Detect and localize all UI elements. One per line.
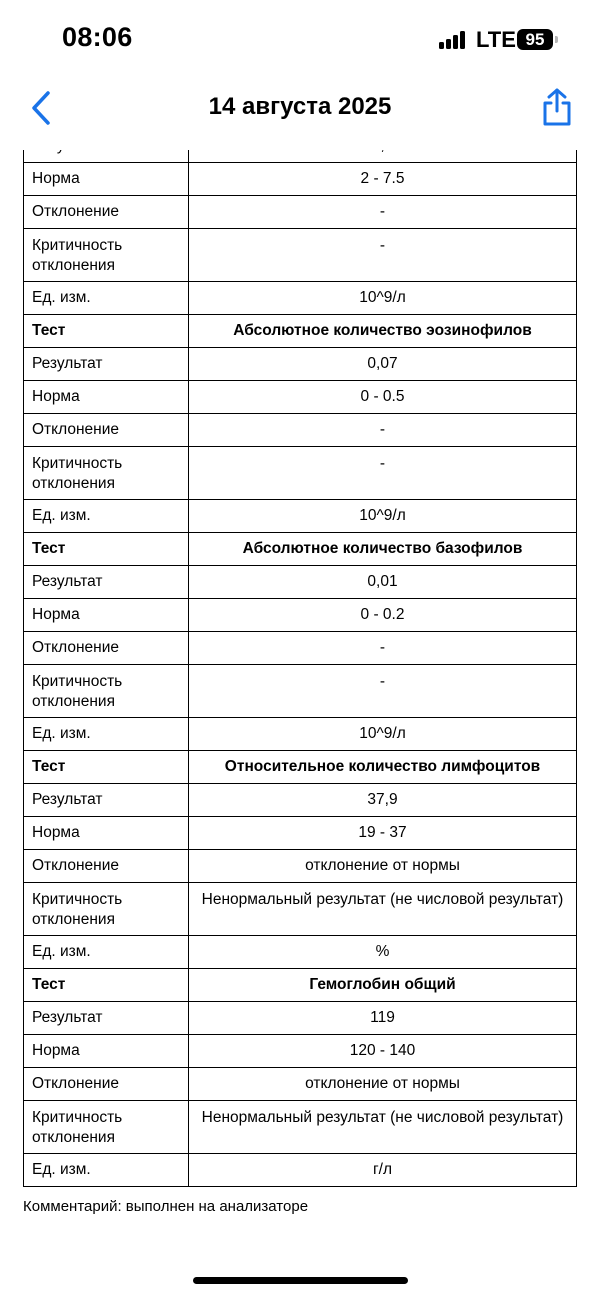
table-row — [24, 566, 577, 599]
row-label: Норма — [24, 1035, 189, 1068]
row-value: 119 — [189, 1002, 577, 1035]
row-label: Норма — [24, 817, 189, 850]
table-row — [24, 1002, 577, 1035]
row-label: Норма — [24, 381, 189, 414]
row-label: Результат — [24, 1002, 189, 1035]
status-bar — [0, 0, 600, 80]
table-row — [24, 784, 577, 817]
row-label: Результат — [24, 784, 189, 817]
table-row — [24, 348, 577, 381]
row-label: Критичность отклонения — [24, 883, 189, 936]
row-label: Критичность отклонения — [24, 447, 189, 500]
row-value: 37,9 — [189, 784, 577, 817]
row-value: Абсолютное количество эозинофилов — [189, 315, 577, 348]
row-value: 0 - 0.2 — [189, 599, 577, 632]
test-header-row — [24, 969, 577, 1002]
row-value: - — [189, 414, 577, 447]
table-row — [24, 447, 577, 500]
table-row — [24, 1154, 577, 1187]
row-value: % — [189, 936, 577, 969]
battery-icon: 95 — [517, 29, 553, 50]
table-row — [24, 1068, 577, 1101]
table-row — [24, 1101, 577, 1154]
table-row — [24, 381, 577, 414]
cellular-signal-icon — [439, 31, 469, 49]
row-value: Гемоглобин общий — [189, 969, 577, 1002]
test-header-row — [24, 751, 577, 784]
row-label: Критичность отклонения — [24, 229, 189, 282]
row-label: Норма — [24, 163, 189, 196]
row-value: 10^9/л — [189, 500, 577, 533]
row-label: Ед. изм. — [24, 936, 189, 969]
test-header-row — [24, 315, 577, 348]
row-value: - — [189, 196, 577, 229]
navigation-bar — [0, 80, 600, 150]
table-row — [24, 718, 577, 751]
row-label: Ед. изм. — [24, 500, 189, 533]
table-row — [24, 1035, 577, 1068]
row-label: Критичность отклонения — [24, 665, 189, 718]
table-row — [24, 850, 577, 883]
row-label: Отклонение — [24, 1068, 189, 1101]
row-value: - — [189, 665, 577, 718]
row-value: г/л — [189, 1154, 577, 1187]
row-value: 0 - 0.5 — [189, 381, 577, 414]
table-row — [24, 936, 577, 969]
table-row — [24, 500, 577, 533]
row-value: 0,01 — [189, 566, 577, 599]
clock: 08:06 — [62, 22, 133, 52]
row-value: - — [189, 447, 577, 500]
share-icon — [545, 90, 569, 124]
row-label: Тест — [24, 751, 189, 784]
row-label: Отклонение — [24, 632, 189, 665]
share-button[interactable] — [540, 87, 574, 127]
row-label: Ед. изм. — [24, 718, 189, 751]
row-value: 0,07 — [189, 348, 577, 381]
table-row — [24, 229, 577, 282]
battery-tip — [555, 36, 558, 43]
table-row — [24, 665, 577, 718]
row-value: - — [189, 632, 577, 665]
row-label: Тест — [24, 969, 189, 1002]
row-value: 10^9/л — [189, 718, 577, 751]
row-label: Результат — [24, 348, 189, 381]
row-label: Тест — [24, 533, 189, 566]
row-label: Отклонение — [24, 414, 189, 447]
row-label: Норма — [24, 599, 189, 632]
comment-text: Комментарий: выполнен на анализаторе — [23, 1198, 309, 1215]
table-row — [24, 883, 577, 936]
row-value: - — [189, 229, 577, 282]
table-row — [24, 414, 577, 447]
network-type: LTE — [476, 27, 516, 52]
row-value: Ненормальный результат (не числовой результат) — [189, 883, 577, 936]
page-title: 14 августа 2025 — [208, 93, 392, 120]
row-label: Результат — [24, 566, 189, 599]
row-value: 120 - 140 — [189, 1035, 577, 1068]
test-header-row — [24, 533, 577, 566]
results-table — [23, 129, 577, 1187]
table-row — [24, 196, 577, 229]
table-row — [24, 632, 577, 665]
row-label: Ед. изм. — [24, 1154, 189, 1187]
row-value: 10^9/л — [189, 282, 577, 315]
row-value: Ненормальный результат (не числовой результат) — [189, 1101, 577, 1154]
row-value: Абсолютное количество базофилов — [189, 533, 577, 566]
home-indicator[interactable] — [193, 1277, 408, 1284]
row-label: Критичность отклонения — [24, 1101, 189, 1154]
row-value: отклонение от нормы — [189, 1068, 577, 1101]
row-value: 19 - 37 — [189, 817, 577, 850]
row-value: 2 - 7.5 — [189, 163, 577, 196]
table-row — [24, 163, 577, 196]
row-label: Отклонение — [24, 196, 189, 229]
row-label: Отклонение — [24, 850, 189, 883]
table-row — [24, 282, 577, 315]
row-label: Ед. изм. — [24, 282, 189, 315]
row-value: Относительное количество лимфоцитов — [189, 751, 577, 784]
table-row — [24, 817, 577, 850]
table-row — [24, 599, 577, 632]
row-value: отклонение от нормы — [189, 850, 577, 883]
row-label: Тест — [24, 315, 189, 348]
